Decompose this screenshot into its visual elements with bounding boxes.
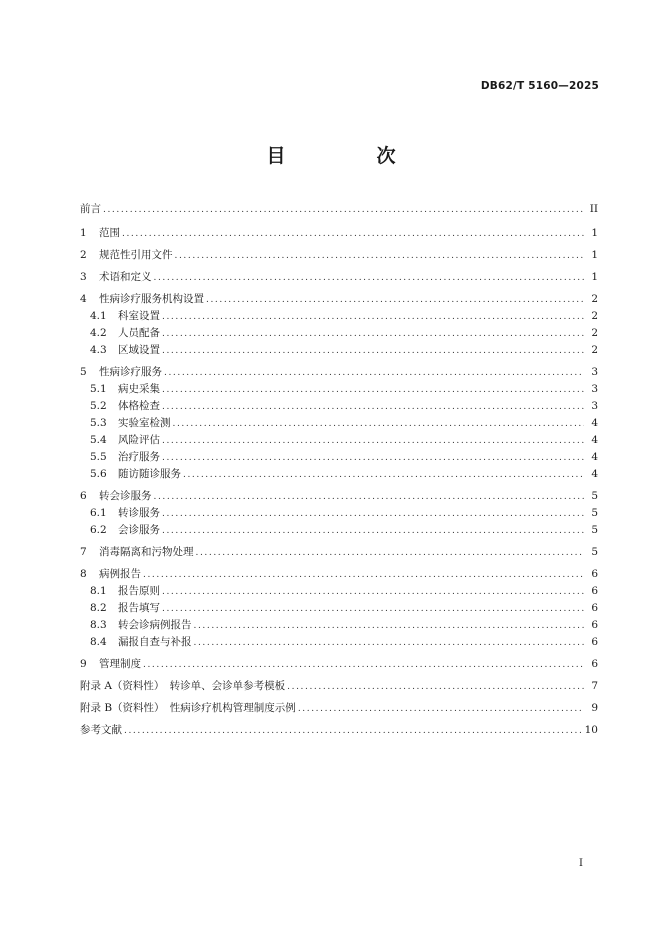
toc-entry-page: 6: [591, 658, 598, 670]
toc-entry-number: 5.2: [90, 400, 107, 412]
toc-entry-label: 漏报自查与补报: [118, 636, 192, 648]
toc-entry-page: 6: [591, 585, 598, 597]
toc-leader-dots: [162, 383, 584, 397]
toc-entry-label: 管理制度: [99, 658, 141, 670]
toc-entry-page: 5: [591, 490, 598, 502]
toc-entry[interactable]: [80, 657, 598, 672]
toc-entry[interactable]: [80, 679, 598, 694]
toc-entry-label: 转会诊服务: [99, 490, 152, 502]
toc-entry-label: 病史采集: [118, 383, 160, 395]
toc-entry[interactable]: [90, 584, 598, 599]
toc-leader-dots: [162, 602, 584, 616]
toc-entry-number: 4.1: [90, 310, 107, 322]
toc-leader-dots: [122, 227, 584, 241]
toc-leader-dots: [194, 619, 585, 633]
toc-leader-dots: [162, 400, 584, 414]
toc-entry-number: 5.4: [90, 434, 107, 446]
toc-entry[interactable]: [90, 343, 598, 358]
toc-entry[interactable]: [80, 365, 598, 380]
toc-entry-label: 人员配备: [118, 327, 160, 339]
toc-entry-number: 3: [80, 271, 87, 283]
toc-entry-page: 3: [591, 400, 598, 412]
toc-entry-number: 8: [80, 568, 87, 580]
toc-entry-page: 2: [591, 327, 598, 339]
toc-entry-number: 6.1: [90, 507, 107, 519]
toc-entry-number: 6: [80, 490, 87, 502]
toc-entry-page: 7: [591, 680, 598, 692]
toc-entry-number: 5.3: [90, 417, 107, 429]
toc-leader-dots: [206, 293, 584, 307]
toc-entry-label: 前言: [80, 203, 101, 215]
toc-entry-label: 附录 A（资料性） 转诊单、会诊单参考模板: [80, 680, 286, 692]
toc-entry-label: 区域设置: [118, 344, 160, 356]
toc-entry-number: 5.1: [90, 383, 107, 395]
toc-entry-label: 风险评估: [118, 434, 160, 446]
toc-entry-number: 4.3: [90, 344, 107, 356]
toc-entry[interactable]: [90, 506, 598, 521]
toc-entry-page: 5: [591, 546, 598, 558]
toc-entry-label: 实验室检测: [118, 417, 171, 429]
toc-leader-dots: [183, 468, 584, 482]
toc-entry[interactable]: [90, 523, 598, 538]
toc-entry-label: 消毒隔离和污物处理: [99, 546, 194, 558]
toc-entry-page: 6: [591, 636, 598, 648]
toc-entry-page: 1: [591, 271, 598, 283]
toc-entry-number: 8.4: [90, 636, 107, 648]
toc-entry[interactable]: [80, 202, 598, 217]
toc-leader-dots: [124, 724, 581, 738]
toc-entry-page: 2: [591, 310, 598, 322]
toc-entry[interactable]: [90, 450, 598, 465]
toc-entry[interactable]: [80, 489, 598, 504]
toc-leader-dots: [162, 451, 584, 465]
toc-entry-number: 4.2: [90, 327, 107, 339]
toc-entry-number: 5: [80, 366, 87, 378]
toc-entry-page: 9: [591, 702, 598, 714]
toc-entry-label: 参考文献: [80, 724, 122, 736]
toc-entry-number: 6.2: [90, 524, 107, 536]
toc-leader-dots: [162, 524, 584, 538]
toc-entry[interactable]: [80, 701, 598, 716]
toc-entry-number: 2: [80, 249, 87, 261]
toc-entry[interactable]: [80, 248, 598, 263]
toc-entry[interactable]: [90, 467, 598, 482]
toc-entry[interactable]: [90, 416, 598, 431]
toc-entry[interactable]: [90, 433, 598, 448]
toc-entry-label: 转会诊病例报告: [118, 619, 192, 631]
toc-entry-page: 5: [591, 507, 598, 519]
toc-entry-label: 报告填写: [118, 602, 160, 614]
toc-entry[interactable]: [80, 292, 598, 307]
toc-leader-dots: [164, 366, 584, 380]
toc-entry-number: 8.2: [90, 602, 107, 614]
toc-entry-page: 5: [591, 524, 598, 536]
toc-entry-label: 范围: [99, 227, 120, 239]
toc-leader-dots: [162, 310, 584, 324]
toc-entry-page: 3: [591, 383, 598, 395]
toc-entry-page: 6: [591, 602, 598, 614]
toc-leader-dots: [173, 417, 585, 431]
toc-entry-page: 4: [591, 468, 598, 480]
standard-code: DB62/T 5160—2025: [480, 80, 599, 92]
toc-leader-dots: [298, 702, 584, 716]
toc-leader-dots: [162, 585, 584, 599]
toc-entry-page: 4: [591, 434, 598, 446]
toc-leader-dots: [103, 203, 584, 217]
toc-entry-number: 9: [80, 658, 87, 670]
toc-entry-page: 2: [591, 344, 598, 356]
toc-entry-label: 转诊服务: [118, 507, 160, 519]
toc-entry[interactable]: [90, 601, 598, 616]
toc-entry-page: 3: [591, 366, 598, 378]
toc-entry-number: 1: [80, 227, 87, 239]
toc-entry-page: 10: [584, 724, 598, 736]
page-title: 目 次: [266, 145, 432, 167]
toc-entry-label: 治疗服务: [118, 451, 160, 463]
toc-entry-page: 1: [591, 227, 598, 239]
toc-entry-number: 8.3: [90, 619, 107, 631]
toc-entry-page: II: [589, 203, 598, 215]
toc-entry-number: 5.6: [90, 468, 107, 480]
toc-entry-label: 科室设置: [118, 310, 160, 322]
toc-entry-label: 性病诊疗服务机构设置: [99, 293, 204, 305]
toc-entry[interactable]: [80, 567, 598, 582]
toc-leader-dots: [287, 680, 584, 694]
toc-entry[interactable]: [90, 399, 598, 414]
toc-leader-dots: [143, 568, 584, 582]
toc-entry[interactable]: [80, 545, 598, 560]
toc-entry-number: 7: [80, 546, 87, 558]
toc-entry-label: 体格检查: [118, 400, 160, 412]
toc-entry-label: 附录 B（资料性） 性病诊疗机构管理制度示例: [80, 702, 296, 714]
toc-entry-page: 4: [591, 417, 598, 429]
toc-leader-dots: [162, 434, 584, 448]
toc-entry-number: 8.1: [90, 585, 107, 597]
toc-entry-label: 性病诊疗服务: [99, 366, 162, 378]
toc-entry[interactable]: [90, 309, 598, 324]
toc-leader-dots: [162, 507, 584, 521]
toc-entry[interactable]: [90, 382, 598, 397]
toc-entry[interactable]: [90, 618, 598, 633]
toc-entry[interactable]: [80, 226, 598, 241]
toc-entry-page: 1: [591, 249, 598, 261]
toc-entry-label: 报告原则: [118, 585, 160, 597]
toc-leader-dots: [194, 636, 585, 650]
toc-entry-page: 6: [591, 568, 598, 580]
toc-entry-page: 6: [591, 619, 598, 631]
toc-entry-number: 5.5: [90, 451, 107, 463]
toc-entry-page: 4: [591, 451, 598, 463]
toc-entry-number: 4: [80, 293, 87, 305]
page-number: I: [579, 858, 583, 869]
toc-entry-label: 会诊服务: [118, 524, 160, 536]
toc-entry[interactable]: [90, 635, 598, 650]
toc-entry-page: 2: [591, 293, 598, 305]
toc-leader-dots: [196, 546, 585, 560]
toc-leader-dots: [162, 327, 584, 341]
toc-leader-dots: [154, 271, 585, 285]
toc-entry[interactable]: [90, 326, 598, 341]
toc-entry-label: 随访随诊服务: [118, 468, 181, 480]
toc-leader-dots: [162, 344, 584, 358]
toc-leader-dots: [154, 490, 585, 504]
toc-entry-label: 规范性引用文件: [99, 249, 173, 261]
toc-entry-label: 术语和定义: [99, 271, 152, 283]
toc-entry[interactable]: [80, 270, 598, 285]
toc-leader-dots: [143, 658, 584, 672]
toc-entry-label: 病例报告: [99, 568, 141, 580]
toc-leader-dots: [175, 249, 585, 263]
toc-entry[interactable]: [80, 723, 598, 738]
